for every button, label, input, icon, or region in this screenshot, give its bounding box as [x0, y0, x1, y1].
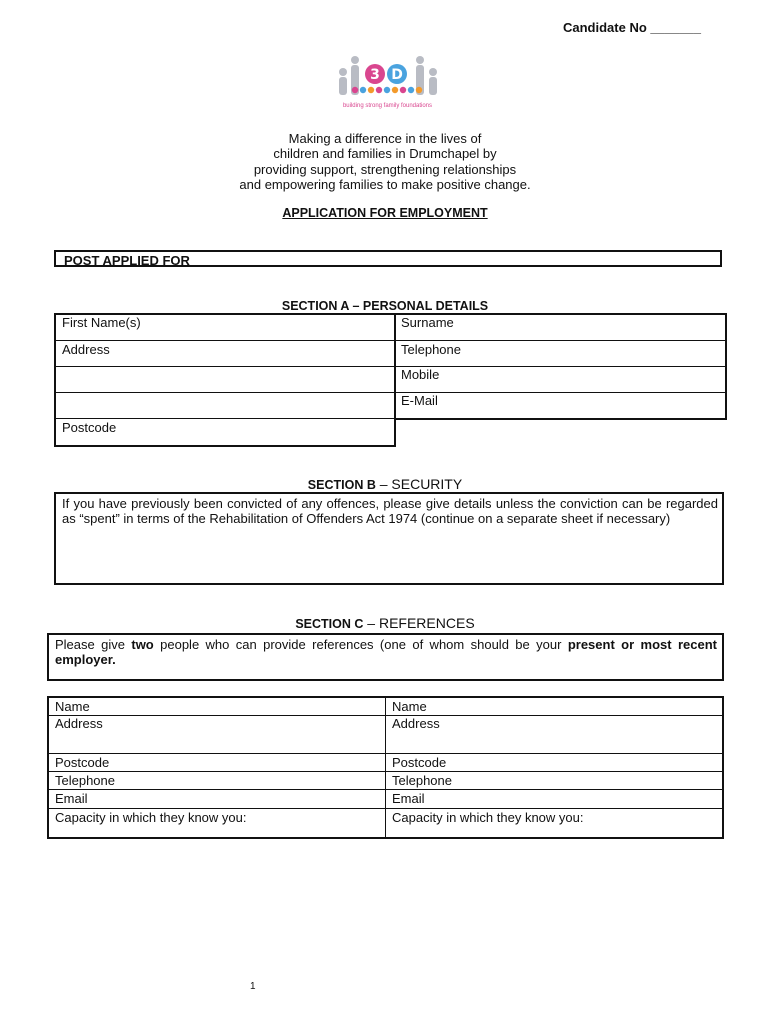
email-label: E-Mail — [401, 393, 438, 408]
ref2-postcode-label: Postcode — [392, 755, 447, 770]
email-field[interactable] — [396, 392, 726, 418]
ref2-postcode-field[interactable] — [386, 753, 722, 771]
ref1-email-field[interactable] — [49, 789, 385, 808]
section-c-title-bold: SECTION C — [295, 617, 364, 631]
section-a-title: SECTION A – PERSONAL DETAILS — [281, 299, 489, 313]
surname-label: Surname — [401, 315, 454, 330]
mission-line: children and families in Drumchapel by — [273, 146, 497, 162]
ref2-name-field[interactable] — [386, 698, 722, 715]
mission-statement — [160, 131, 610, 192]
postcode-label: Postcode — [62, 420, 117, 435]
references-table — [47, 696, 724, 839]
section-b-title — [50, 476, 720, 492]
mission-line: and empowering families to make positive change. — [239, 176, 531, 192]
ref2-address-label: Address — [392, 716, 440, 731]
ref1-postcode-field[interactable] — [49, 753, 385, 771]
post-applied-for-field[interactable] — [54, 250, 722, 267]
section-c-title-rest: – REFERENCES — [363, 615, 475, 631]
intro-text: Please give — [55, 637, 132, 652]
ref2-telephone-field[interactable] — [386, 771, 722, 789]
convictions-instructions: If you have previously been convicted of any offences, please give details unless the conviction can be regarded as “spent” in terms of the Rehabilitation of Offenders Act 1974 (continue on a separate sheet if necessary) — [62, 496, 718, 526]
ref1-name-label: Name — [55, 699, 90, 714]
ref1-telephone-field[interactable] — [49, 771, 385, 789]
address-line-3-field[interactable] — [54, 392, 394, 418]
address-line-2-field[interactable] — [54, 366, 394, 392]
convictions-field[interactable] — [54, 492, 724, 585]
ref2-address-field[interactable] — [386, 715, 722, 753]
mission-line: Making a difference in the lives of — [288, 131, 482, 146]
section-b-title-rest: – SECURITY — [375, 476, 463, 492]
intro-emphasis: two — [131, 637, 154, 652]
intro-emphasis: present or most recent employer. — [55, 637, 717, 667]
personal-details-table — [54, 313, 727, 447]
first-name-field[interactable] — [54, 313, 394, 340]
ref1-capacity-label: Capacity in which they know you: — [55, 810, 247, 825]
candidate-number-label: Candidate No _______ — [563, 20, 702, 35]
ref1-postcode-label: Postcode — [55, 755, 110, 770]
document-title: APPLICATION FOR EMPLOYMENT — [282, 206, 488, 220]
section-b-title-bold: SECTION B — [307, 478, 376, 492]
ref1-name-field[interactable] — [49, 698, 385, 715]
svg-text:D: D — [391, 67, 403, 83]
surname-field[interactable] — [396, 313, 726, 340]
first-name-label: First Name(s) — [62, 315, 141, 330]
ref1-address-label: Address — [55, 716, 103, 731]
ref1-telephone-label: Telephone — [55, 773, 115, 788]
ref2-capacity-label: Capacity in which they know you: — [392, 810, 584, 825]
ref2-email-field[interactable] — [386, 789, 722, 808]
svg-text:3: 3 — [370, 67, 380, 83]
telephone-label: Telephone — [401, 342, 461, 357]
ref1-email-label: Email — [55, 791, 88, 806]
ref2-name-label: Name — [392, 699, 427, 714]
ref1-address-field[interactable] — [49, 715, 385, 753]
ref2-telephone-label: Telephone — [392, 773, 452, 788]
intro-text: people who can provide references (one of whom should be your — [153, 637, 568, 652]
section-c-title — [50, 615, 720, 631]
mobile-field[interactable] — [396, 366, 726, 392]
telephone-field[interactable] — [396, 340, 726, 366]
references-instructions-box — [47, 633, 724, 681]
logo-tagline: building strong family foundations — [342, 103, 433, 109]
ref2-email-label: Email — [392, 791, 425, 806]
postcode-field[interactable] — [54, 418, 394, 445]
mission-line: providing support, strengthening relationships — [253, 161, 517, 177]
address-field[interactable] — [54, 340, 394, 366]
post-applied-for-label: POST APPLIED FOR — [64, 253, 190, 268]
ref1-capacity-field[interactable] — [49, 808, 385, 837]
address-label: Address — [62, 342, 110, 357]
ref2-capacity-field[interactable] — [386, 808, 722, 837]
page-number: 1 — [250, 981, 256, 992]
mobile-label: Mobile — [401, 367, 440, 382]
references-instructions — [55, 637, 717, 667]
